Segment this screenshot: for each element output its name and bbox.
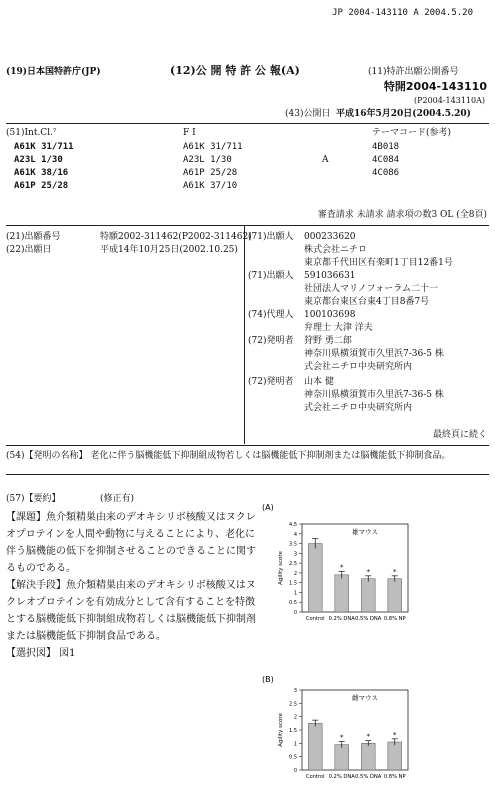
category-label: Control bbox=[305, 616, 325, 622]
bar bbox=[361, 743, 375, 770]
biblio-divider bbox=[244, 226, 245, 444]
abstract-line: るものである。 bbox=[6, 563, 76, 574]
party-label: (72)発明者 bbox=[248, 377, 294, 387]
party-line: 神奈川県横須賀市久里浜7-36-5 株 bbox=[304, 349, 444, 359]
panel-label: (B) bbox=[262, 675, 274, 684]
ipc-code: A61P 25/28 bbox=[14, 181, 69, 191]
fi-code: A61K 37/10 bbox=[183, 181, 238, 191]
bar bbox=[335, 745, 349, 770]
y-tick-label: 2 bbox=[293, 714, 297, 721]
panel-label: (A) bbox=[262, 503, 274, 512]
chart-title: 雄マウス bbox=[352, 528, 378, 536]
application-number: 特願2002-311462(P2002-311462) bbox=[100, 232, 252, 242]
filed-label: (22)出願日 bbox=[6, 245, 52, 255]
y-axis-label: Agility score bbox=[278, 551, 284, 585]
fi-code: A61P 25/28 bbox=[183, 168, 238, 178]
classification-rule bbox=[6, 225, 489, 226]
running-header: JP 2004-143110 A 2004.5.20 bbox=[332, 8, 473, 18]
bar bbox=[308, 544, 322, 612]
category-label: 0.2% DNA bbox=[328, 616, 355, 622]
significance-mark: * bbox=[366, 567, 370, 576]
party-line: 神奈川県横須賀市久里浜7-36-5 株 bbox=[304, 390, 444, 400]
amended-note: (修正有) bbox=[100, 494, 135, 504]
examination-status: 審査請求 未請求 請求項の数3 OL (全8頁) bbox=[317, 210, 487, 220]
party-line: 東京都千代田区有楽町1丁目12番1号 bbox=[304, 258, 453, 268]
abstract-line: 【解決手段】魚介類精巣由来のデオキシリボ核酸又はヌ bbox=[6, 580, 256, 591]
significance-mark: * bbox=[393, 567, 397, 576]
y-tick-label: 0 bbox=[293, 610, 297, 616]
abstract-line: 【課題】魚介類精巣由来のデオキシリボ核酸又はヌクレ bbox=[6, 512, 256, 523]
y-tick-label: 3 bbox=[293, 688, 297, 694]
category-label: 0.8% NP bbox=[383, 774, 406, 780]
bar bbox=[388, 742, 402, 770]
y-tick-label: 1.5 bbox=[289, 580, 297, 587]
y-tick-label: 0.5 bbox=[289, 600, 297, 607]
y-tick-label: 3 bbox=[293, 551, 297, 558]
party-line: 社団法人マリノフォーラム二十一 bbox=[304, 284, 439, 294]
y-tick-label: 3.5 bbox=[289, 541, 297, 548]
abstract-line: クレオプロテインを有効成分として含有することを特徴 bbox=[6, 597, 255, 608]
y-tick-label: 2 bbox=[293, 570, 297, 577]
pubdate-label: (43)公開日 bbox=[285, 109, 331, 119]
theme-code: 4B018 bbox=[372, 142, 400, 152]
category-label: 0.5% DNA bbox=[355, 616, 382, 622]
invention-title: (54)【発明の名称】 老化に伴う脳機能低下抑制組成物若しくは脳機能低下抑制剤または脳機能低下抑制食品。 bbox=[6, 451, 451, 461]
category-label: 0.2% DNA bbox=[328, 774, 355, 780]
party-line: 式会社ニチロ中央研究所内 bbox=[304, 403, 413, 413]
masthead-rule bbox=[6, 123, 489, 124]
party-line: 東京都台東区台東4丁目8番7号 bbox=[304, 297, 430, 307]
bar bbox=[335, 575, 349, 612]
y-tick-label: 0.5 bbox=[289, 754, 297, 761]
issuing-office: (19)日本国特許庁(JP) bbox=[6, 67, 101, 77]
fi-code: A23L 1/30 bbox=[183, 155, 232, 165]
appno-label: (21)出願番号 bbox=[6, 232, 61, 242]
category-label: 0.5% DNA bbox=[355, 774, 382, 780]
party-line: 591036631 bbox=[304, 271, 356, 281]
y-tick-label: 1 bbox=[293, 590, 297, 597]
party-line: 山本 健 bbox=[304, 377, 334, 387]
significance-mark: * bbox=[366, 732, 370, 741]
party-line: 100103698 bbox=[304, 310, 356, 320]
ipc-code: A61K 31/711 bbox=[14, 142, 74, 152]
abstract-line: 【選択図】 図1 bbox=[6, 648, 76, 659]
title-rule bbox=[6, 474, 489, 475]
ipc-code: A23L 1/30 bbox=[14, 155, 63, 165]
y-tick-label: 4.5 bbox=[289, 522, 297, 528]
theme-code-label: テーマコード(参考) bbox=[372, 128, 452, 138]
publication-number-alt: (P2004-143110A) bbox=[413, 96, 485, 105]
party-line: 000233620 bbox=[304, 232, 356, 242]
party-label: (71)出願人 bbox=[248, 271, 294, 281]
significance-mark: * bbox=[340, 733, 344, 742]
abstract-line: オプロテインを人間や動物に与えることにより、老化に bbox=[6, 529, 255, 540]
abstract-line: または脳機能低下抑制食品である。 bbox=[6, 631, 166, 642]
y-tick-label: 0 bbox=[293, 768, 297, 774]
abstract-line: とする脳機能低下抑制組成物若しくは脳機能低下抑制剤 bbox=[6, 614, 256, 625]
theme-code: 4C086 bbox=[372, 168, 400, 178]
y-tick-label: 4 bbox=[293, 531, 297, 538]
party-label: (72)発明者 bbox=[248, 336, 294, 346]
fi-label: F I bbox=[183, 128, 196, 138]
intcl-label: (51)Int.Cl.⁷ bbox=[6, 128, 57, 138]
ipc-code: A61K 38/16 bbox=[14, 168, 69, 178]
publication-number: 特開2004-143110 bbox=[383, 80, 487, 93]
publication-kind: (12)公 開 特 許 公 報(A) bbox=[170, 64, 300, 77]
abstract-line: 伴う脳機能の低下を抑制させることのできることに関す bbox=[6, 546, 256, 557]
category-label: 0.8% NP bbox=[383, 616, 406, 622]
biblio-rule bbox=[6, 445, 489, 446]
y-tick-label: 2.5 bbox=[289, 561, 297, 568]
figure-a-chart bbox=[258, 500, 490, 630]
abstract-label: (57)【要約】 bbox=[6, 494, 61, 504]
pubno-label: (11)特許出願公開番号 bbox=[368, 67, 459, 77]
y-tick-label: 1.5 bbox=[289, 728, 297, 734]
significance-mark: * bbox=[340, 563, 344, 572]
y-axis-label: Agility score bbox=[278, 713, 284, 747]
category-label: Control bbox=[305, 774, 325, 780]
party-line: 式会社ニチロ中央研究所内 bbox=[304, 362, 413, 372]
significance-mark: * bbox=[393, 730, 397, 739]
theme-code: 4C084 bbox=[372, 155, 400, 165]
party-line: 弁理士 大津 洋夫 bbox=[304, 323, 373, 333]
y-tick-label: 1 bbox=[293, 741, 297, 748]
bar bbox=[308, 723, 322, 770]
party-line: 株式会社ニチロ bbox=[304, 245, 368, 255]
chart-title: 雌マウス bbox=[352, 694, 378, 702]
party-label: (74)代理人 bbox=[248, 310, 294, 320]
y-tick-label: 2.5 bbox=[289, 701, 297, 708]
bar bbox=[388, 579, 402, 612]
fi-extra: A bbox=[322, 155, 329, 165]
fi-code: A61K 31/711 bbox=[183, 142, 243, 152]
figure-b-chart bbox=[258, 672, 490, 788]
filing-date: 平成14年10月25日(2002.10.25) bbox=[100, 245, 238, 255]
continued-note: 最終頁に続く bbox=[432, 430, 487, 440]
party-label: (71)出願人 bbox=[248, 232, 294, 242]
bar bbox=[361, 579, 375, 612]
party-line: 狩野 勇二郎 bbox=[304, 336, 352, 346]
publication-date: 平成16年5月20日(2004.5.20) bbox=[336, 109, 471, 119]
